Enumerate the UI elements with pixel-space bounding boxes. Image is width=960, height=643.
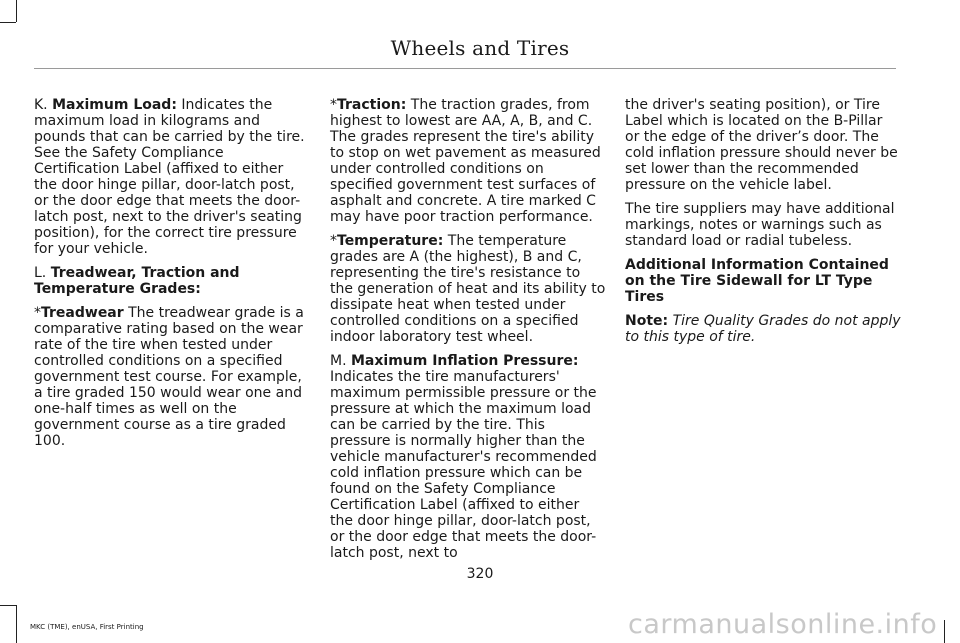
paragraph-treadwear: *Treadwear The treadwear grade is a comparative rating based on the wear rate of the tire when tested under controlled conditions on a specified government test course. For example, a tire graded 150 would wear one and one-half times as well on the government course as a tire graded 100.	[34, 305, 304, 449]
term-treadwear: Treadwear	[41, 305, 124, 321]
term-temperature: Temperature:	[337, 233, 444, 249]
term-grades: Treadwear, Traction and Temperature Grades:	[34, 265, 240, 297]
header-divider	[34, 68, 896, 69]
text-column-1	[34, 97, 310, 457]
page-title: Wheels and Tires	[390, 36, 570, 60]
crop-mark	[16, 605, 17, 643]
term-traction: Traction:	[337, 97, 407, 113]
note-label: Note:	[625, 313, 669, 329]
note	[625, 313, 901, 345]
term-maximum-inflation: Maximum Inflation Pressure:	[350, 353, 579, 369]
crop-mark	[944, 620, 945, 643]
section-heading: Additional Information Contained on the Tire Sidewall for LT Type Tires	[625, 257, 889, 305]
crop-mark	[0, 605, 16, 606]
paragraph-traction: *Traction: The traction grades, from highest to lowest are AA, A, B, and C. The grades represent the tire's ability to stop on wet pavement as measured under controlled conditions on specified government test surfaces of asphalt and concrete. A tire marked C may have poor traction performance.	[330, 97, 601, 225]
crop-mark	[0, 22, 16, 23]
paragraph-additional-markings: The tire suppliers may have additional markings, notes or warnings such as standard load or radial tubeless.	[625, 201, 895, 249]
paragraph-maximum-load: K. Maximum Load: Indicates the maximum load in kilograms and pounds that can be carried by the tire. See the Safety Compliance Certification Label (affixed to either the door hinge pillar, door-latch post, or the door edge that meets the door-latch post, next to the driver's seating position), for the correct tire pressure for your vehicle.	[34, 97, 305, 257]
edition-label: MKC (TME), enUSA, First Printing	[30, 623, 144, 631]
paragraph-continuation: the driver's seating position), or Tire Label which is located on the B-Pillar or the edge of the driver’s door. The cold inflation pressure should never be set lower than the recommended pressure on the vehicle label.	[625, 97, 898, 193]
page-number: 320	[466, 566, 494, 582]
paragraph-grades-heading: L. Treadwear, Traction and Temperature Grades:	[34, 265, 240, 297]
watermark: carmanualsonline.info	[628, 609, 938, 640]
paragraph-temperature: *Temperature: The temperature grades are A (the highest), B and C, representing the tire's resistance to the generation of heat and its ability to dissipate heat when tested under controlled conditions on a specified indoor laboratory test wheel.	[330, 233, 606, 345]
paragraph-maximum-inflation: M. Maximum Inflation Pressure: Indicates the tire manufacturers' maximum permissible pressure or the pressure at which the maximum load can be carried by the tire. This pressure is normally higher than the vehicle manufacturer's recommended cold inflation pressure which can be found on the Safety Compliance Certification Label (affixed to either the door hinge pillar, door-latch post, or the door edge that meets the door-latch post, next to	[330, 353, 597, 561]
text-column-2	[330, 97, 606, 569]
term-maximum-load: Maximum Load:	[52, 97, 177, 113]
note-text: Tire Quality Grades do not apply to this type of tire.	[625, 313, 901, 345]
text-column-3	[625, 97, 901, 353]
crop-mark	[16, 0, 17, 22]
